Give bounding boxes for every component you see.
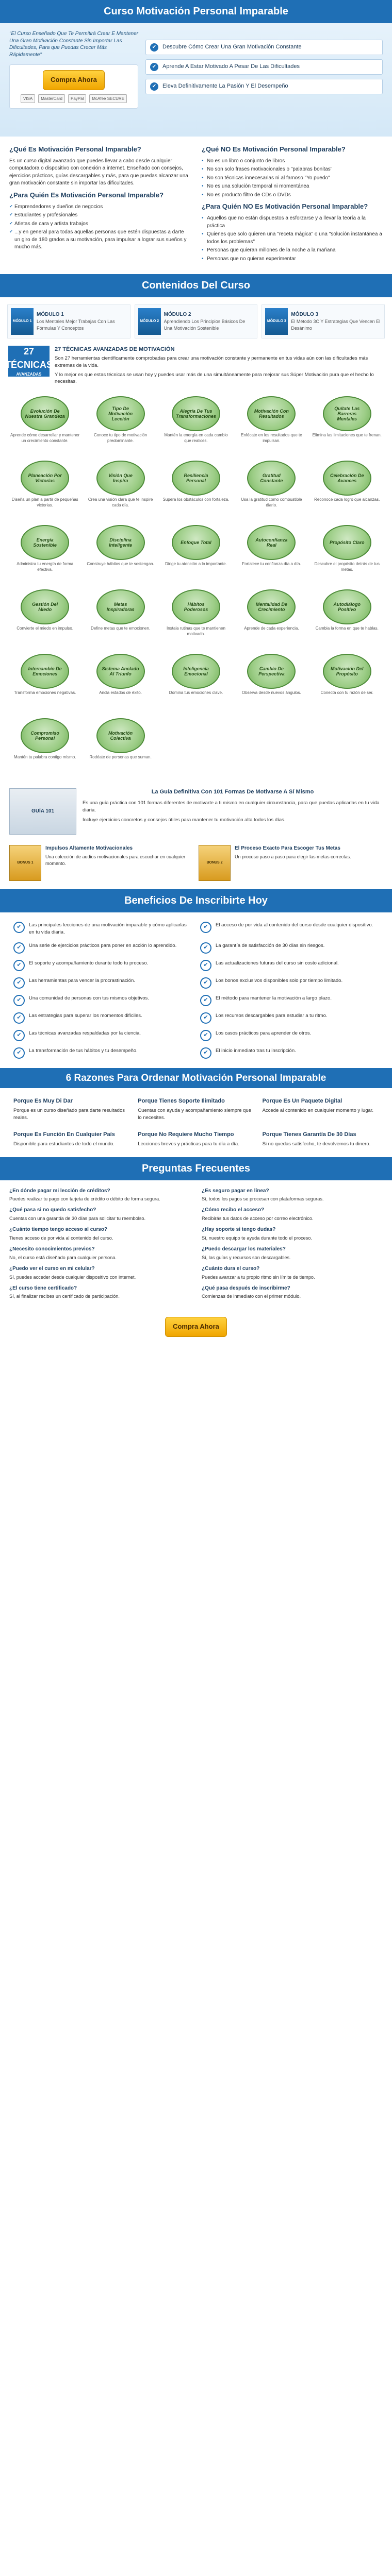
faq-item	[202, 1226, 383, 1242]
module-cover: MÓDULO 2	[138, 308, 161, 335]
technique-card	[234, 395, 309, 456]
list-item: • No es un libro o conjunto de libros	[202, 158, 383, 165]
technique-card	[234, 523, 309, 585]
technique-card	[83, 652, 158, 714]
check-circle-icon: ✔	[200, 1012, 211, 1024]
technique-desc: Ancla estados de éxito.	[99, 690, 142, 696]
check-circle-icon: ✔	[13, 1047, 25, 1059]
check-icon: ✔	[150, 63, 158, 71]
guide-section	[0, 781, 392, 842]
technique-desc: Conecta con tu razón de ser.	[320, 690, 373, 696]
faq-column-right	[202, 1188, 383, 1304]
technique-desc: Aprende de cada experiencia.	[244, 626, 299, 631]
benefit-item	[9, 974, 196, 992]
technique-badge-icon: Quítate Las Barreras Mentales	[323, 396, 371, 431]
technique-card	[158, 459, 234, 520]
paypal-badge: PayPal	[68, 94, 86, 104]
technique-badge-icon: Enfoque Total	[172, 525, 220, 560]
faq-answer: Puedes avanzar a tu propio ritmo sin límite de tiempo.	[202, 1274, 315, 1280]
technique-card	[7, 523, 83, 585]
benefit-text: El inicio inmediato tras tu inscripción.	[216, 1047, 296, 1054]
technique-card	[158, 523, 234, 585]
technique-badge-icon: Inteligencia Emocional	[172, 654, 220, 689]
faq-question: ¿Puedo ver el curso en mi celular?	[9, 1266, 95, 1272]
guide-cover: GUÍA 101	[9, 788, 76, 835]
benefit-text: Las técnicas avanzadas respaldadas por la ciencia.	[29, 1030, 141, 1036]
faq-item	[202, 1188, 383, 1203]
technique-card	[7, 588, 83, 649]
module-desc: El Método 3C Y Estrategias Que Vencen El Desánimo	[291, 319, 381, 331]
not-for-whom-title: ¿Para Quién NO Es Motivación Personal Imparable?	[202, 202, 368, 211]
technique-desc: Transforma emociones negativas.	[14, 690, 76, 696]
technique-card	[83, 588, 158, 649]
benefit-text: Los bonos exclusivos disponibles solo por tiempo limitado.	[216, 977, 343, 984]
benefit-item	[9, 957, 196, 974]
technique-desc: Enfócate en los resultados que te impulsan.	[240, 433, 302, 443]
page-title: Curso Motivación Personal Imparable	[0, 0, 392, 23]
hero-benefit	[145, 79, 383, 94]
buy-box	[9, 64, 138, 109]
benefit-item	[196, 974, 383, 992]
faq-question: ¿Cuánto tiempo tengo acceso al curso?	[9, 1227, 108, 1233]
faq-answer: No, el curso está diseñado para cualquier persona.	[9, 1255, 117, 1260]
techniques-title: 27 TÉCNICAS AVANZADAS DE MOTIVACIÓN	[55, 346, 175, 353]
technique-card	[83, 717, 158, 778]
benefit-text: Una serie de ejercicios prácticos para poner en acción lo aprendido.	[29, 942, 177, 948]
buy-now-button-footer[interactable]: Compra Ahora	[165, 1317, 227, 1337]
technique-badge-icon: Resiliencia Personal	[172, 461, 220, 496]
technique-badge-icon: Intercambio De Emociones	[21, 654, 69, 689]
technique-desc: Rodéate de personas que suman.	[89, 755, 152, 760]
benefit-item	[9, 1044, 196, 1062]
technique-desc: Supera los obstáculos con fortaleza.	[162, 497, 230, 502]
visa-badge: VISA	[21, 94, 35, 104]
technique-desc: Observa desde nuevos ángulos.	[241, 690, 301, 696]
technique-card	[83, 459, 158, 520]
technique-card	[309, 395, 385, 456]
technique-desc: Dirige tu atención a lo importante.	[165, 562, 227, 567]
technique-badge-icon: Gratitud Constante	[247, 461, 296, 496]
faq-question: ¿Qué pasa después de inscribirme?	[202, 1285, 290, 1291]
benefit-text: Los recursos descargables para estudiar a tu ritmo.	[216, 1012, 328, 1019]
technique-card	[83, 523, 158, 585]
reason-item	[258, 1129, 383, 1150]
techniques-paragraph: Y lo mejor es que estas técnicas se usan hoy y puedes usar más de una simultáneamente para mejorar sus Súper Motivación pura que el hecho lo necesitas.	[55, 371, 374, 385]
reason-title: Porque Es Muy Di Dar	[13, 1098, 73, 1105]
technique-desc: Usa la gratitud como combustible diario.	[241, 497, 302, 507]
technique-desc: Instala rutinas que te mantienen motivado.	[167, 626, 225, 636]
what-is-section	[0, 137, 392, 274]
reason-item	[134, 1129, 258, 1150]
check-circle-icon: ✔	[13, 922, 25, 933]
guide-paragraph: Incluye ejercicios concretos y consejos útiles para mantener tu motivación alta todos los días.	[83, 817, 286, 823]
technique-desc: Cambia la forma en que te hablas.	[315, 626, 379, 631]
for-whom-title: ¿Para Quién Es Motivación Personal Imparable?	[9, 191, 164, 199]
faq-section	[0, 1180, 392, 1312]
faq-item	[9, 1226, 190, 1242]
check-circle-icon: ✔	[200, 995, 211, 1006]
techniques-cover	[5, 346, 53, 377]
benefit-text: Las principales lecciones de una motivación imparable y cómo aplicarlas en tu vida diaria.	[29, 922, 187, 935]
list-item: • No son técnicas innecesarias ni al famoso "Yo puedo"	[202, 175, 383, 182]
benefit-text: Las herramientas para vencer la procrastinación.	[29, 977, 135, 984]
technique-badge-icon: Mentalidad De Crecimiento	[247, 589, 296, 624]
benefit-item	[196, 992, 383, 1009]
technique-badge-icon: Alegría De Tus Transformaciones	[172, 396, 220, 431]
modules-row	[0, 297, 392, 342]
module-desc: Aprendiendo Los Principios Básicos De Una Motivación Sostenible	[164, 319, 246, 331]
benefit-item	[196, 919, 383, 939]
benefit-text: La garantía de satisfacción de 30 días sin riesgos.	[216, 942, 325, 948]
reason-title: Porque Es Función En Cualquier País	[13, 1131, 115, 1138]
benefit-item	[9, 992, 196, 1009]
reason-desc: Accede al contenido en cualquier momento y lugar.	[262, 1108, 374, 1114]
techniques-intro	[0, 342, 392, 392]
benefit-item	[9, 919, 196, 939]
benefit-item	[196, 1044, 383, 1062]
module-title: MÓDULO 1	[37, 311, 64, 317]
check-circle-icon: ✔	[13, 1030, 25, 1041]
module-title: MÓDULO 2	[164, 311, 191, 317]
technique-card	[7, 652, 83, 714]
faq-question: ¿Qué pasa si no quedo satisfecho?	[9, 1207, 96, 1213]
technique-badge-icon: Cambio De Perspectiva	[247, 654, 296, 689]
benefit-item	[196, 1009, 383, 1027]
list-item: • Personas que no quieran experimentar	[202, 256, 383, 263]
faq-answer: Sí, puedes acceder desde cualquier dispositivo con internet.	[9, 1274, 136, 1280]
technique-desc: Convierte el miedo en impulso.	[17, 626, 74, 631]
technique-desc: Elimina las limitaciones que te frenan.	[312, 433, 382, 438]
technique-card	[158, 395, 234, 456]
benefit-text: Una comunidad de personas con tus mismos objetivos.	[29, 995, 149, 1001]
benefit-text: El método para mantener la motivación a largo plazo.	[216, 995, 332, 1001]
technique-badge-icon: Energía Sostenible	[21, 525, 69, 560]
technique-card	[309, 588, 385, 649]
technique-desc: Diseña un plan a partir de pequeñas victorias.	[11, 497, 78, 507]
faq-answer: Sí, las guías y recursos son descargables.	[202, 1255, 291, 1260]
bonus-title: El Proceso Exacto Para Escoger Tus Metas	[235, 845, 340, 852]
faq-item	[202, 1246, 383, 1261]
list-item: ✔ Estudiantes y profesionales	[9, 212, 190, 219]
list-item: • No son solo frases motivacionales o "palabras bonitas"	[202, 166, 383, 174]
hero-benefit	[145, 40, 383, 55]
benefit-item	[196, 1027, 383, 1044]
check-circle-icon: ✔	[13, 960, 25, 971]
technique-card	[234, 588, 309, 649]
module-cover: MÓDULO 3	[265, 308, 288, 335]
check-circle-icon: ✔	[200, 922, 211, 933]
check-circle-icon: ✔	[200, 942, 211, 954]
list-item: ✔ ...y en general para todas aquellas personas que estén dispuestas a darte un giro de 180 grados a su motivación, para impulsar a lograr sus sueños y mucho más.	[9, 229, 190, 251]
technique-card	[158, 652, 234, 714]
reason-title: Porque Es Un Paquete Digital	[262, 1098, 342, 1105]
faq-answer: Recibirás tus datos de acceso por correo electrónico.	[202, 1215, 314, 1221]
what-is-paragraph: Es un curso digital avanzado que puedes llevar a cabo desde cualquier computadora o dispositivo con conexión a internet. Enseñado con consejos, ejercicios prácticos, guías descargables y más, para que puedas alcanzar una gran motivación constante sin importar las dificultades.	[9, 158, 188, 187]
list-item: • Personas que quieran millones de la noche a la mañana	[202, 247, 383, 255]
benefit-item	[196, 957, 383, 974]
check-circle-icon: ✔	[200, 1030, 211, 1041]
reason-desc: Cuentas con ayuda y acompañamiento siempre que lo necesites.	[138, 1108, 251, 1121]
reason-desc: Si no quedas satisfecho, te devolvemos tu dinero.	[262, 1141, 371, 1147]
faq-item	[9, 1265, 190, 1281]
bonus-title: Impulsos Altamente Motivacionales	[45, 845, 133, 852]
technique-badge-icon: Hábitos Poderosos	[172, 589, 220, 624]
check-circle-icon: ✔	[13, 1012, 25, 1024]
technique-card	[7, 717, 83, 778]
technique-card	[309, 459, 385, 520]
hero-section	[0, 23, 392, 137]
module-card	[7, 304, 130, 338]
reason-desc: Disponible para estudiantes de todo el mundo.	[13, 1141, 115, 1147]
technique-badge-icon: Propósito Claro	[323, 525, 371, 560]
faq-column-left	[9, 1188, 190, 1304]
faq-item	[9, 1188, 190, 1203]
benefits-title: Beneficios De Inscribirte Hoy	[0, 889, 392, 912]
reason-title: Porque No Requiere Mucho Tiempo	[138, 1131, 234, 1138]
technique-desc: Administra tu energía de forma efectiva.	[17, 562, 74, 572]
module-card	[135, 304, 258, 338]
bonus-desc: Un proceso paso a paso para elegir las metas correctas.	[235, 854, 351, 859]
technique-card	[7, 459, 83, 520]
benefit-text: Los casos prácticos para aprender de otros.	[216, 1030, 312, 1036]
benefit-item	[9, 939, 196, 957]
contents-title: Contenidos Del Curso	[0, 274, 392, 297]
hero-benefit-text: Eleva Definitivamente La Pasión Y El Desempeño	[162, 83, 288, 90]
technique-badge-icon: Autodiálogo Positivo	[323, 589, 371, 624]
faq-answer: Sí, nuestro equipo te ayuda durante todo el proceso.	[202, 1235, 313, 1241]
technique-desc: Descubre el propósito detrás de tus metas.	[314, 562, 380, 572]
faq-question: ¿El curso tiene certificado?	[9, 1285, 77, 1291]
benefits-grid	[0, 912, 392, 1068]
bonus-cover: BONUS 2	[199, 845, 231, 881]
list-item: • Aquellos que no están dispuestos a esforzarse y a llevar la teoría a la práctica	[202, 215, 383, 230]
bonus-cover: BONUS 1	[9, 845, 41, 881]
list-item: ✔ Emprendedores y dueños de negocios	[9, 204, 190, 211]
benefit-text: El soporte y acompañamiento durante todo tu proceso.	[29, 960, 149, 966]
technique-desc: Crea una visión clara que te inspire cada día.	[88, 497, 153, 507]
technique-badge-icon: Planeación Por Victorias	[21, 461, 69, 496]
reasons-title: 6 Razones Para Ordenar Motivación Personal Imparable	[0, 1068, 392, 1089]
faq-question: ¿Necesito conocimientos previos?	[9, 1246, 95, 1252]
faq-item	[202, 1285, 383, 1300]
technique-card	[309, 523, 385, 585]
module-cover: MÓDULO 1	[11, 308, 34, 335]
benefit-item	[196, 939, 383, 957]
faq-answer: Cuentas con una garantía de 30 días para solicitar tu reembolso.	[9, 1215, 146, 1221]
benefit-text: Las estrategias para superar los momentos difíciles.	[29, 1012, 142, 1019]
footer-cta	[0, 1312, 392, 1344]
technique-desc: Fortalece tu confianza día a día.	[242, 562, 301, 567]
faq-question: ¿Cómo recibo el acceso?	[202, 1207, 265, 1213]
check-circle-icon: ✔	[200, 977, 211, 989]
technique-badge-icon: Motivación Con Resultados	[247, 396, 296, 431]
hero-benefit	[145, 59, 383, 75]
technique-badge-icon: Celebración De Avances	[323, 461, 371, 496]
technique-desc: Domina tus emociones clave.	[169, 690, 223, 696]
benefit-text: La transformación de tus hábitos y tu desempeño.	[29, 1047, 138, 1054]
hero-quote: "El Curso Enseñado Que Te Permitirá Crear E Mantener Una Gran Motivación Constante Sin Importar Las Dificultades, Para que Puedas Crecer Más Rápidamente"	[9, 31, 138, 58]
faq-answer: Puedes realizar tu pago con tarjeta de crédito o débito de forma segura.	[9, 1196, 160, 1202]
list-item: ✔ Atletas de cara y artista trabajos	[9, 221, 190, 228]
reason-item	[258, 1095, 383, 1123]
technique-desc: Construye hábitos que te sostengan.	[87, 562, 154, 567]
technique-badge-icon: Motivación Del Propósito	[323, 654, 371, 689]
technique-badge-icon: Evolución De Nuestra Grandeza	[21, 396, 69, 431]
module-title: MÓDULO 3	[291, 311, 319, 317]
reason-item	[9, 1095, 134, 1123]
technique-badge-icon: Visión Que Inspira	[96, 461, 145, 496]
faq-answer: Tienes acceso de por vida al contenido del curso.	[9, 1235, 113, 1241]
faq-question: ¿Cuánto dura el curso?	[202, 1266, 260, 1272]
faq-question: ¿Hay soporte si tengo dudas?	[202, 1227, 276, 1233]
check-circle-icon: ✔	[200, 960, 211, 971]
list-item: • Quienes que solo quieren una "receta mágica" o una "solución instantánea a todos los problemas"	[202, 231, 383, 246]
faq-item	[9, 1285, 190, 1300]
guide-title: La Guía Definitiva Con 101 Formas De Motivarse A Sí Mismo	[151, 789, 314, 795]
benefit-item	[9, 1009, 196, 1027]
check-circle-icon: ✔	[13, 995, 25, 1006]
technique-badge-icon: Disciplina Inteligente	[96, 525, 145, 560]
bonus-row	[0, 842, 392, 889]
payment-methods	[15, 94, 133, 104]
module-card	[262, 304, 385, 338]
faq-question: ¿Es seguro pagar en línea?	[202, 1188, 269, 1194]
mastercard-badge: MasterCard	[38, 94, 65, 104]
faq-answer: Comienzas de inmediato con el primer módulo.	[202, 1294, 301, 1299]
faq-item	[202, 1207, 383, 1222]
technique-card	[7, 395, 83, 456]
hero-benefit-text: Descubre Cómo Crear Una Gran Motivación Constante	[162, 44, 302, 50]
technique-badge-icon: Sistema Anclado Al Triunfo	[96, 654, 145, 689]
technique-badge-icon: Motivación Colectiva	[96, 718, 145, 753]
check-circle-icon: ✔	[13, 942, 25, 954]
list-item: • No es una solución temporal ni momentánea	[202, 183, 383, 191]
technique-badge-icon: Tipo De Motivación Lección	[96, 396, 145, 431]
list-item: • No es producto filtro de CDs o DVDs	[202, 192, 383, 199]
bonus-card	[9, 845, 193, 881]
what-is-not-title: ¿Qué NO Es Motivación Personal Imparable?	[202, 145, 346, 153]
technique-badge-icon: Metas Inspiradoras	[96, 589, 145, 624]
benefit-text: Las actualizaciones futuras del curso sin costo adicional.	[216, 960, 339, 966]
hero-benefit-text: Aprende A Estar Motivado A Pesar De Las Dificultades	[162, 63, 300, 70]
reason-title: Porque Tienes Soporte Ilimitado	[138, 1098, 225, 1105]
reasons-grid	[0, 1088, 392, 1157]
bonus-desc: Una colección de audios motivacionales para escuchar en cualquier momento.	[45, 854, 186, 866]
reason-title: Porque Tienes Garantía De 30 Días	[262, 1131, 356, 1138]
techniques-paragraph: Son 27 herramientas científicamente comprobadas para crear una motivación constante y permanente en tus vidas aún con las dificultades más extremas de la vida.	[55, 355, 368, 368]
technique-card	[83, 395, 158, 456]
reason-item	[9, 1129, 134, 1150]
module-desc: Los Mentales Mejor Trabajas Con Las Fórmulas Y Conceptos	[37, 319, 115, 331]
technique-card	[309, 652, 385, 714]
mcafee-badge: McAfee SECURE	[89, 94, 127, 104]
technique-badge-icon: Autoconfianza Real	[247, 525, 296, 560]
technique-desc: Aprende cómo desarrollar y mantener un crecimiento constante.	[10, 433, 80, 443]
techniques-grid	[0, 392, 392, 781]
benefit-text: El acceso de por vida al contenido del curso desde cualquier dispositivo.	[216, 922, 373, 928]
techniques-cover-number: 27 TÉCNICAS	[5, 346, 53, 370]
faq-item	[9, 1246, 190, 1261]
technique-badge-icon: Compromiso Personal	[21, 718, 69, 753]
check-icon: ✔	[150, 43, 158, 52]
faq-item	[202, 1265, 383, 1281]
technique-desc: Mantén la energía en cada cambio que realices.	[164, 433, 228, 443]
technique-card	[234, 652, 309, 714]
faq-item	[9, 1207, 190, 1222]
reason-desc: Porque es un curso diseñado para darte resultados reales.	[13, 1108, 125, 1121]
faq-question: ¿En dónde pagar mi lección de créditos?	[9, 1188, 110, 1194]
buy-now-button[interactable]: Compra Ahora	[43, 70, 105, 90]
faq-title: Preguntas Frecuentes	[0, 1157, 392, 1180]
faq-answer: Sí, todos los pagos se procesan con plataformas seguras.	[202, 1196, 324, 1202]
check-icon: ✔	[150, 82, 158, 91]
technique-desc: Define metas que te emocionen.	[90, 626, 151, 631]
check-circle-icon: ✔	[13, 977, 25, 989]
bonus-card	[199, 845, 383, 881]
technique-card	[158, 588, 234, 649]
benefit-item	[9, 1027, 196, 1044]
technique-desc: Reconoce cada logro que alcanzas.	[314, 497, 380, 502]
reason-item	[134, 1095, 258, 1123]
check-circle-icon: ✔	[200, 1047, 211, 1059]
reason-desc: Lecciones breves y prácticas para tu día a día.	[138, 1141, 239, 1147]
faq-question: ¿Puedo descargar los materiales?	[202, 1246, 286, 1252]
faq-answer: Sí, al finalizar recibes un certificado de participación.	[9, 1294, 120, 1299]
technique-badge-icon: Gestión Del Miedo	[21, 589, 69, 624]
techniques-cover-sub: AVANZADAS	[16, 372, 42, 377]
technique-desc: Mantén tu palabra contigo mismo.	[13, 755, 76, 760]
guide-paragraph: Es una guía práctica con 101 formas diferentes de motivarte a ti mismo en cualquier circunstancia, para que puedas aplicarlas en tu vida diaria.	[83, 800, 380, 813]
technique-desc: Conoce tu tipo de motivación predominante.	[94, 433, 148, 443]
what-is-title: ¿Qué Es Motivación Personal Imparable?	[9, 145, 141, 153]
technique-card	[234, 459, 309, 520]
